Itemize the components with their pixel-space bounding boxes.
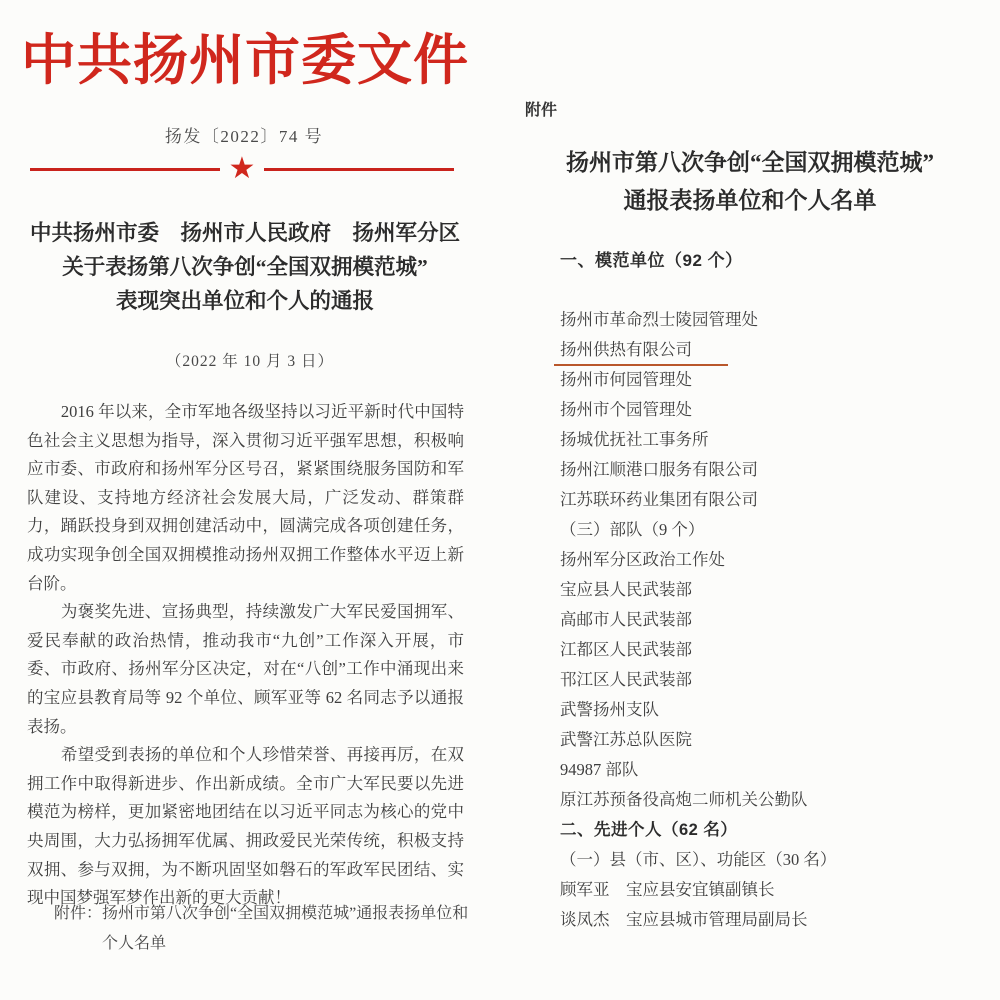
list-item: 江都区人民武装部 xyxy=(560,640,692,659)
list-item: 扬州市革命烈士陵园管理处 xyxy=(560,310,758,329)
document-title-line-3: 表现突出单位和个人的通报 xyxy=(115,289,374,313)
list-item: 原江苏预备役高炮二师机关公勤队 xyxy=(560,790,808,809)
document-title-line-1: 中共扬州市委 扬州市人民政府 扬州军分区 xyxy=(29,221,460,245)
attachment-title-line-2: 通报表扬单位和个人名单 xyxy=(623,188,877,213)
document-date: （2022 年 10 月 3 日） xyxy=(165,353,335,370)
unit-name-list xyxy=(560,305,980,935)
attachment-title-line-1: 扬州市第八次争创“全国双拥模范城” xyxy=(566,150,934,175)
body-paragraph-2: 为褒奖先进、宣扬典型，持续激发广大军民爱国拥军、爱民奉献的政治热情，推动我市“九创”工作深入开展，市委、市政府、扬州军分区决定，对在“八创”工作中涌现出来的宝应县教育局等 92 个单位、顾军亚等 62 名同志予以通报表扬。 xyxy=(27,602,464,736)
document-title-line-2: 关于表扬第八次争创“全国双拥模范城” xyxy=(62,255,428,279)
attachment-header: 附件 xyxy=(525,102,558,119)
star-icon: ★ xyxy=(228,151,256,186)
subsection-heading-troops: （三）部队（9 个） xyxy=(560,520,705,539)
list-item: 94987 部队 xyxy=(560,760,639,779)
list-item: 高邮市人民武装部 xyxy=(560,610,692,629)
list-item-highlighted xyxy=(560,335,980,365)
section-heading-model-units: 一、模范单位（92 个） xyxy=(560,251,743,270)
list-item: 扬州市何园管理处 xyxy=(560,370,692,389)
person-entry: 谈凤杰 宝应县城市管理局副局长 xyxy=(560,910,808,929)
subsection-heading-counties: （一）县（市、区）、功能区（30 名） xyxy=(560,850,837,869)
list-item: 扬州江顺港口服务有限公司 xyxy=(560,460,758,479)
red-star-divider xyxy=(30,152,454,186)
document-body xyxy=(27,398,464,913)
list-item: 扬州市个园管理处 xyxy=(560,400,692,419)
list-item: 邗江区人民武装部 xyxy=(560,670,692,689)
body-paragraph-1: 2016 年以来，全市军地各级坚持以习近平新时代中国特色社会主义思想为指导，深入贯彻习近平强军思想，积极响应市委、市政府和扬州军分区号召，紧紧围绕服务国防和军队建设、支持地方经济社会发展大局，广泛发动、群策群力，踊跃投身到双拥创建活动中，圆满完成各项创建任务，成功实现争创全国双拥模推动扬州双拥工作整体水平迈上新台阶。 xyxy=(27,402,464,593)
list-item: 宝应县人民武装部 xyxy=(560,580,692,599)
underlined-unit-name: 扬州供热有限公司 xyxy=(554,336,728,366)
list-item: 江苏联环药业集团有限公司 xyxy=(560,490,758,509)
divider-line-left xyxy=(30,168,220,171)
attachment-note-line-1: 附件：扬州市第八次争创“全国双拥模范城”通报表扬单位和 xyxy=(54,905,469,922)
list-item: 武警江苏总队医院 xyxy=(560,730,692,749)
attachment-note xyxy=(54,899,482,959)
attachment-title xyxy=(510,144,990,220)
list-item: 武警扬州支队 xyxy=(560,700,659,719)
person-entry: 顾军亚 宝应县安宜镇副镇长 xyxy=(560,880,775,899)
list-item: 扬城优抚社工事务所 xyxy=(560,430,709,449)
document-title xyxy=(8,216,482,318)
list-item: 扬州军分区政治工作处 xyxy=(560,550,725,569)
divider-line-right xyxy=(264,168,454,171)
party-document-masthead: 中共扬州市委文件 xyxy=(20,30,469,91)
body-paragraph-3: 希望受到表扬的单位和个人珍惜荣誉、再接再厉，在双拥工作中取得新进步、作出新成绩。全市广大军民要以先进模范为榜样，更加紧密地团结在以习近平同志为核心的党中央周围，大力弘扬拥军优属、拥政爱民光荣传统，积极支持双拥、参与双拥，为不断巩固坚如磐石的军政军民团结、实现中国梦强军梦作出新的更大贡献！ xyxy=(27,745,464,908)
section-heading-advanced-individuals: 二、先进个人（62 名） xyxy=(560,821,738,839)
attachment-note-line-2: 个人名单 xyxy=(102,935,167,952)
document-number: 扬发〔2022〕74 号 xyxy=(164,127,324,146)
